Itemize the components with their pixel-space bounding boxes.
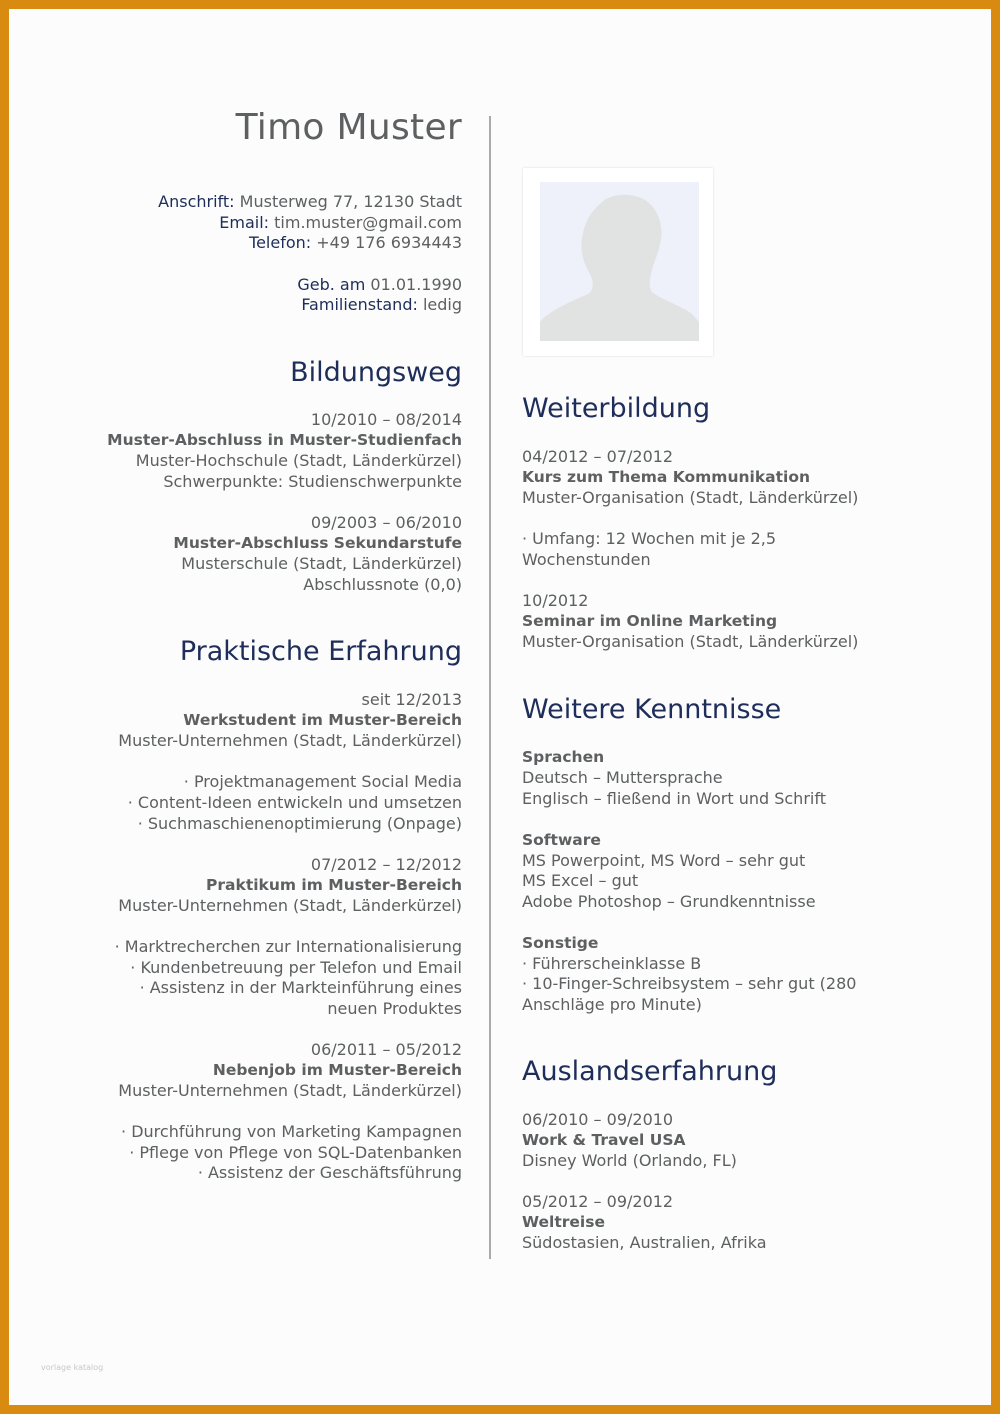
entry-title: Kurs zum Thema Kommunikation (522, 468, 811, 486)
entry-date: seit 12/2013 (361, 690, 462, 709)
skill-line: · Führerscheinklasse B (522, 954, 702, 973)
entry-date: 06/2010 – 09/2010 (522, 1110, 674, 1129)
profile-photo-frame (523, 168, 713, 356)
contact-marital-status (301, 295, 462, 315)
entry-bullet: · Marktrecherchen zur Internationalisierung (114, 937, 462, 956)
entry-bullet: · Projektmanagement Social Media (183, 772, 462, 791)
entry-title: Work & Travel USA (522, 1131, 686, 1149)
column-divider (489, 116, 491, 1259)
entry-bullet: · Durchführung von Marketing Kampagnen (121, 1122, 462, 1141)
entry-title: Muster-Abschluss Sekundarstufe (173, 534, 462, 552)
entry-date: 10/2012 (522, 591, 589, 610)
skill-line: Deutsch – Muttersprache (522, 768, 723, 787)
entry-line: Abschlussnote (0,0) (303, 575, 462, 594)
cv-page (9, 9, 991, 1405)
skill-line: MS Powerpoint, MS Word – sehr gut (522, 851, 806, 870)
section-heading-ausland: Auslandserfahrung (522, 1056, 778, 1087)
entry-line: Muster-Organisation (Stadt, Länderkürzel) (522, 632, 859, 651)
skill-group-title: Software (522, 831, 601, 849)
entry-bullet: · Umfang: 12 Wochen mit je 2,5 (522, 529, 777, 548)
skill-line: Englisch – fließend in Wort und Schrift (522, 789, 826, 808)
entry-line: Schwerpunkte: Studienschwerpunkte (163, 472, 462, 491)
entry-line: Disney World (Orlando, FL) (522, 1151, 737, 1170)
contact-value: Musterweg 77, 12130 Stadt (239, 192, 462, 211)
entry-title: Nebenjob im Muster-Bereich (212, 1061, 462, 1079)
contact-label: Email: (219, 213, 270, 232)
entry-company: Muster-Unternehmen (Stadt, Länderkürzel) (118, 1081, 462, 1100)
photo-placeholder-svg (540, 182, 699, 341)
entry-title: Weltreise (522, 1213, 605, 1231)
skill-group-title: Sonstige (522, 934, 599, 952)
entry-date: 06/2011 – 05/2012 (310, 1040, 462, 1059)
contact-address (158, 192, 462, 212)
skill-line: Anschläge pro Minute) (522, 995, 702, 1014)
skill-line: MS Excel – gut (522, 871, 639, 890)
entry-bullet: neuen Produktes (327, 999, 462, 1018)
entry-line: Muster-Organisation (Stadt, Länderkürzel) (522, 488, 859, 507)
entry-title: Muster-Abschluss in Muster-Studienfach (107, 431, 462, 449)
contact-email (219, 213, 462, 233)
entry-company: Muster-Unternehmen (Stadt, Länderkürzel) (118, 731, 462, 750)
contact-label: Telefon: (249, 233, 312, 252)
entry-line: Musterschule (Stadt, Länderkürzel) (181, 554, 462, 573)
entry-line: Südostasien, Australien, Afrika (522, 1233, 767, 1252)
entry-bullet: · Assistenz in der Markteinführung eines (139, 978, 462, 997)
entry-date: 09/2003 – 06/2010 (310, 513, 462, 532)
section-heading-kenntnisse: Weitere Kenntnisse (522, 694, 782, 725)
entry-bullet: · Assistenz der Geschäftsführung (197, 1163, 462, 1182)
watermark-text: vorlage katalog (41, 1363, 104, 1372)
entry-title: Praktikum im Muster-Bereich (206, 876, 462, 894)
applicant-name: Timo Muster (235, 107, 462, 148)
entry-company: Muster-Unternehmen (Stadt, Länderkürzel) (118, 896, 462, 915)
entry-date: 10/2010 – 08/2014 (310, 410, 462, 429)
entry-bullet: · Kundenbetreuung per Telefon und Email (130, 958, 462, 977)
entry-date: 05/2012 – 09/2012 (522, 1192, 674, 1211)
entry-line: Muster-Hochschule (Stadt, Länderkürzel) (135, 451, 462, 470)
skill-line: · 10-Finger-Schreibsystem – sehr gut (280 (522, 974, 857, 993)
section-heading-weiterbildung: Weiterbildung (522, 393, 711, 424)
contact-value: ledig (422, 295, 462, 314)
entry-title: Seminar im Online Marketing (522, 612, 778, 630)
contact-birthdate (297, 275, 462, 295)
person-silhouette-icon (540, 182, 699, 341)
contact-label: Familienstand: (301, 295, 418, 314)
contact-value[interactable]: tim.muster@gmail.com (274, 213, 462, 232)
skill-line: Adobe Photoshop – Grundkenntnisse (522, 892, 816, 911)
skill-group-title: Sprachen (522, 748, 605, 766)
entry-date: 07/2012 – 12/2012 (310, 855, 462, 874)
section-heading-praxis: Praktische Erfahrung (179, 636, 462, 667)
contact-value: 01.01.1990 (370, 275, 462, 294)
entry-bullet: · Content-Ideen entwickeln und umsetzen (127, 793, 462, 812)
entry-bullet: · Pflege von Pflege von SQL-Datenbanken (129, 1143, 462, 1162)
contact-phone (249, 233, 462, 253)
contact-label: Anschrift: (158, 192, 235, 211)
contact-label: Geb. am (297, 275, 366, 294)
entry-date: 04/2012 – 07/2012 (522, 447, 674, 466)
section-heading-bildungsweg: Bildungsweg (290, 357, 462, 388)
entry-bullet: Wochenstunden (522, 550, 651, 569)
contact-value: +49 176 6934443 (316, 233, 462, 252)
entry-title: Werkstudent im Muster-Bereich (183, 711, 462, 729)
entry-bullet: · Suchmaschienenoptimierung (Onpage) (137, 814, 462, 833)
